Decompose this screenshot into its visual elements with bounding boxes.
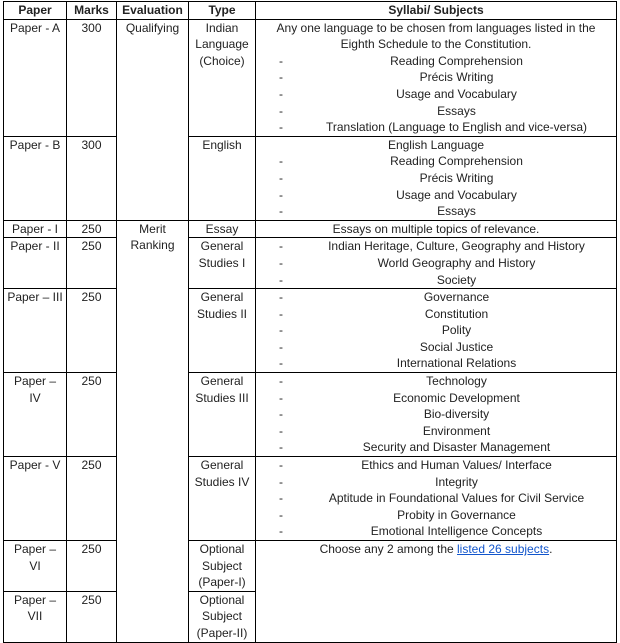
subject-text: Indian Heritage, Culture, Geography and History — [328, 239, 585, 254]
bullet-dash: - — [279, 458, 283, 473]
subject-list — [259, 457, 613, 540]
list-item — [259, 339, 613, 356]
type-cell: General Studies III — [189, 373, 256, 457]
optional-suffix: . — [549, 542, 553, 556]
evaluation-qualifying-cell: Qualifying — [117, 19, 189, 220]
header-marks: Marks — [67, 2, 117, 20]
bullet-dash: - — [279, 272, 283, 287]
essay-description: Essays on multiple topics of relevance. — [332, 221, 540, 236]
evaluation-merit-cell: Merit Ranking — [117, 220, 189, 642]
type-cell: Optional Subject (Paper-I) — [189, 541, 256, 592]
table-row — [4, 541, 617, 592]
subject-text: Social Justice — [419, 339, 494, 354]
subject-text: Usage and Vocabulary — [396, 86, 517, 101]
marks-cell: 250 — [67, 541, 117, 592]
marks-cell: 250 — [67, 591, 117, 642]
list-item — [259, 490, 613, 507]
header-row — [4, 2, 617, 20]
type-cell: General Studies II — [189, 289, 256, 373]
list-item — [259, 272, 613, 289]
subject-text: Reading Comprehension — [390, 53, 523, 68]
header-type: Type — [189, 2, 256, 20]
subject-text: Essays — [437, 103, 476, 118]
syllabus-table — [3, 1, 617, 643]
subject-text: Probity in Governance — [397, 507, 516, 522]
list-item — [259, 53, 613, 70]
type-cell: General Studies IV — [189, 457, 256, 541]
subjects-cell — [256, 373, 617, 457]
type-cell: English — [189, 136, 256, 220]
subject-list — [259, 53, 613, 136]
table-row — [4, 289, 617, 373]
list-item — [259, 119, 613, 136]
marks-cell: 250 — [67, 289, 117, 373]
bullet-dash: - — [279, 390, 283, 405]
list-item — [259, 373, 613, 390]
table-row — [4, 457, 617, 541]
bullet-dash: - — [279, 290, 283, 305]
paper-cell: Paper – III — [4, 289, 67, 373]
paper-cell: Paper - I — [4, 220, 67, 238]
subject-text: Usage and Vocabulary — [396, 187, 517, 202]
bullet-dash: - — [279, 187, 283, 202]
bullet-dash: - — [279, 407, 283, 422]
bullet-dash: - — [279, 120, 283, 135]
type-cell: Essay — [189, 220, 256, 238]
subject-text: Essays — [437, 204, 476, 219]
marks-cell: 250 — [67, 373, 117, 457]
subjects-cell — [256, 136, 617, 220]
paper-cell: Paper - V — [4, 457, 67, 541]
bullet-dash: - — [279, 255, 283, 270]
bullet-dash: - — [279, 423, 283, 438]
paper-cell: Paper - B — [4, 136, 67, 220]
bullet-dash: - — [279, 154, 283, 169]
optional-prefix: Choose any 2 among the — [319, 542, 458, 556]
bullet-dash: - — [279, 86, 283, 101]
subjects-cell — [256, 289, 617, 373]
list-item — [259, 153, 613, 170]
list-item — [259, 203, 613, 220]
subject-text: Society — [436, 272, 477, 287]
subjects-cell — [256, 238, 617, 289]
paper-cell: Paper – IV — [4, 373, 67, 457]
subject-text: Polity — [441, 323, 472, 338]
table-row — [4, 238, 617, 289]
list-item — [259, 523, 613, 540]
header-syllabi: Syllabi/ Subjects — [256, 2, 617, 20]
subject-text: Integrity — [435, 474, 478, 489]
bullet-dash: - — [279, 356, 283, 371]
subject-text: Environment — [422, 423, 491, 438]
list-item — [259, 355, 613, 372]
marks-cell: 250 — [67, 220, 117, 238]
type-cell: General Studies I — [189, 238, 256, 289]
subject-list — [259, 238, 613, 288]
paper-cell: Paper – VII — [4, 591, 67, 642]
subjects-cell — [256, 19, 617, 136]
header-paper: Paper — [4, 2, 67, 20]
table-row — [4, 19, 617, 136]
marks-cell: 250 — [67, 238, 117, 289]
table-row — [4, 220, 617, 238]
subject-text: Reading Comprehension — [390, 154, 523, 169]
bullet-dash: - — [279, 103, 283, 118]
list-item — [259, 238, 613, 255]
optional-choice-text — [259, 541, 613, 558]
subject-list — [259, 289, 613, 372]
table-row — [4, 373, 617, 457]
header-evaluation: Evaluation — [117, 2, 189, 20]
list-item — [259, 423, 613, 440]
type-cell: Optional Subject (Paper-II) — [189, 591, 256, 642]
bullet-dash: - — [279, 474, 283, 489]
subject-text: Constitution — [424, 306, 489, 321]
marks-cell: 300 — [67, 19, 117, 136]
bullet-dash: - — [279, 53, 283, 68]
subject-text: World Geography and History — [377, 255, 536, 270]
bullet-dash: - — [279, 70, 283, 85]
bullet-dash: - — [279, 204, 283, 219]
list-item — [259, 457, 613, 474]
subject-text: Ethics and Human Values/ Interface — [361, 458, 552, 473]
subjects-intro: English Language — [387, 137, 485, 152]
subject-text: Bio-diversity — [423, 407, 490, 422]
subjects-cell — [256, 457, 617, 541]
subject-text: Emotional Intelligence Concepts — [370, 524, 543, 539]
bullet-dash: - — [279, 374, 283, 389]
list-item — [259, 103, 613, 120]
subject-text: Précis Writing — [419, 70, 494, 85]
list-item — [259, 86, 613, 103]
type-cell: Indian Language (Choice) — [189, 19, 256, 136]
list-item — [259, 507, 613, 524]
subject-text: Aptitude in Foundational Values for Civil Service — [328, 491, 585, 506]
bullet-dash: - — [279, 440, 283, 455]
list-item — [259, 322, 613, 339]
list-item — [259, 439, 613, 456]
subjects-intro: Any one language to be chosen from languages listed in the Eighth Schedule to the Constitution. — [276, 20, 596, 52]
bullet-dash: - — [279, 239, 283, 254]
bullet-dash: - — [279, 507, 283, 522]
subject-text: Translation (Language to English and vice-versa) — [325, 120, 588, 135]
paper-cell: Paper – VI — [4, 541, 67, 592]
list-item — [259, 306, 613, 323]
subject-text: Governance — [423, 290, 490, 305]
bullet-dash: - — [279, 491, 283, 506]
marks-cell: 300 — [67, 136, 117, 220]
list-item — [259, 474, 613, 491]
list-item — [259, 69, 613, 86]
bullet-dash: - — [279, 170, 283, 185]
paper-cell: Paper - A — [4, 19, 67, 136]
list-item — [259, 187, 613, 204]
list-item — [259, 406, 613, 423]
listed-subjects-link[interactable]: listed 26 subjects — [457, 542, 550, 556]
list-item — [259, 390, 613, 407]
table-row — [4, 136, 617, 220]
bullet-dash: - — [279, 323, 283, 338]
subject-list — [259, 153, 613, 219]
optional-subjects-cell — [256, 541, 617, 643]
subjects-cell — [256, 220, 617, 238]
subject-list — [259, 373, 613, 456]
paper-cell: Paper - II — [4, 238, 67, 289]
subject-text: Technology — [426, 374, 487, 389]
subject-text: Economic Development — [393, 390, 520, 405]
bullet-dash: - — [279, 524, 283, 539]
marks-cell: 250 — [67, 457, 117, 541]
bullet-dash: - — [279, 306, 283, 321]
list-item — [259, 289, 613, 306]
subject-text: Précis Writing — [419, 170, 494, 185]
bullet-dash: - — [279, 339, 283, 354]
list-item — [259, 255, 613, 272]
subject-text: International Relations — [396, 356, 517, 371]
list-item — [259, 170, 613, 187]
subject-text: Security and Disaster Management — [362, 440, 551, 455]
